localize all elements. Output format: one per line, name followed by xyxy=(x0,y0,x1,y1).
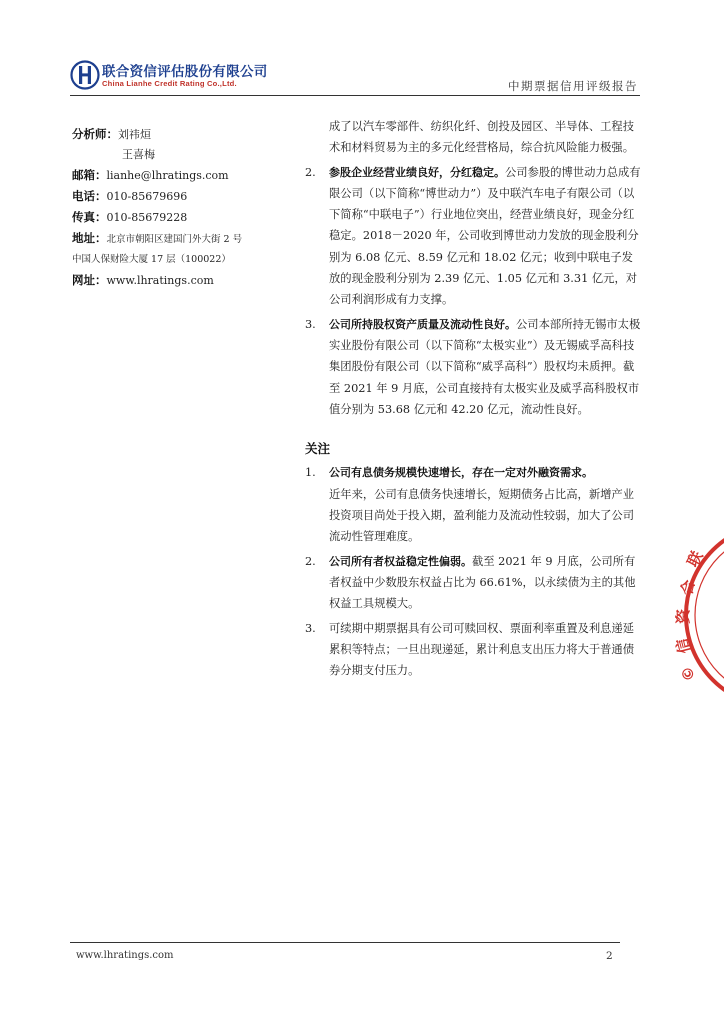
concern-item xyxy=(305,462,641,547)
footer-website[interactable]: www.lhratings.com xyxy=(76,950,174,961)
main-content xyxy=(305,116,641,684)
fax-row xyxy=(72,207,292,228)
svg-text:信: 信 xyxy=(672,636,694,656)
analyst-row xyxy=(72,124,292,145)
phone-value: 010-85679696 xyxy=(106,190,188,203)
fax-value: 010-85679228 xyxy=(106,211,188,224)
phone-label: 电话： xyxy=(72,189,107,203)
analyst-name-2: 王喜梅 xyxy=(122,148,155,161)
company-logo-icon xyxy=(70,60,100,90)
item-text: 公司参股的博世动力总成有限公司（以下简称“博世动力”）及中联汽车电子有限公司（以下简称“中联电子”）行业地位突出，经营业绩良好，现金分红稳定。2018－2020 年，公司收到博世动力发放的现金股利分别为 6.08 亿元、8.59 亿元和 18.02 亿元；收到中联电子发放的现金股利分别为 2.39 亿元、1.05 亿元和 3.31 亿元，对公司利润形成有力支撑。 xyxy=(329,165,641,307)
item-text: 近年来，公司有息债务快速增长，短期债务占比高，新增产业投资项目尚处于投入期，盈利能力及流动性较弱，加大了公司流动性管理难度。 xyxy=(329,487,635,544)
address-label: 地址： xyxy=(72,231,107,245)
item-heading: 公司有息债务规模快速增长，存在一定对外融资需求。 xyxy=(329,466,593,480)
item-heading: 参股企业经营业绩良好，分红稳定。 xyxy=(329,165,505,179)
item-number: 2. xyxy=(305,165,316,179)
phone-row xyxy=(72,186,292,207)
email-row xyxy=(72,165,292,186)
item-number: 3. xyxy=(305,621,316,635)
strength-1-continuation: 成了以汽车零部件、纺织化纤、创投及园区、半导体、工程技术和材料贸易为主的多元化经营格局，综合抗风险能力极强。 xyxy=(329,120,635,155)
contact-panel xyxy=(72,124,292,291)
email-link[interactable]: lianhe@lhratings.com xyxy=(106,169,229,182)
svg-text:联: 联 xyxy=(683,548,707,570)
address-line-1: 北京市朝阳区建国门外大街 2 号 xyxy=(106,234,243,245)
email-label: 邮箱： xyxy=(72,168,107,182)
concern-item xyxy=(305,551,641,615)
website-link[interactable]: www.lhratings.com xyxy=(106,274,214,287)
website-row xyxy=(72,270,292,291)
item-heading: 公司所持股权资产质量及流动性良好。 xyxy=(329,317,516,331)
footer-divider xyxy=(70,942,620,943)
strength-item xyxy=(305,162,641,311)
company-seal-icon xyxy=(672,520,724,710)
analyst-name-1: 刘祎烜 xyxy=(118,128,151,141)
item-number: 1. xyxy=(305,466,316,480)
header-divider xyxy=(70,95,640,96)
company-name-cn: 联合资信评估股份有限公司 xyxy=(102,64,268,80)
item-text: 公司本部所持无锡市太极实业股份有限公司（以下简称“太极实业”）及无锡威孚高科技集团股份有限公司（以下简称“威孚高科”）股权均未质押。截至 2021 年 9 月底，公司直接持有太极实业及威孚高科股权市值分别为 53.68 亿元和 42.20 亿元，流动性良好。 xyxy=(329,317,641,416)
strength-item xyxy=(305,314,641,420)
item-number: 2. xyxy=(305,554,316,568)
item-text: 可续期中期票据具有公司可赎回权、票面利率重置及利息递延累积等特点；一旦出现递延，累计利息支出压力将大于普通债券分期支付压力。 xyxy=(329,621,635,678)
svg-text:合: 合 xyxy=(677,578,699,597)
svg-text:资: 资 xyxy=(674,608,692,624)
website-label: 网址： xyxy=(72,273,107,287)
address-row xyxy=(72,228,292,250)
report-title: 中期票据信用评级报告 xyxy=(508,79,638,93)
fax-label: 传真： xyxy=(72,210,107,224)
item-text: 截至 2021 年 9 月底，公司所有者权益中少数股东权益占比为 66.61%，以永续债为主的其他权益工具规模大。 xyxy=(329,554,636,611)
company-name-en: China Lianhe Credit Rating Co.,Ltd. xyxy=(102,79,237,88)
page-number: 2 xyxy=(606,950,613,962)
address-line-2: 中国人保财险大厦 17 层（100022） xyxy=(72,254,231,265)
item-heading: 公司所有者权益稳定性偏弱。 xyxy=(329,554,472,568)
svg-text:©: © xyxy=(676,662,700,685)
item-number: 3. xyxy=(305,317,316,331)
concern-item xyxy=(305,618,641,682)
concerns-heading: 关注 xyxy=(305,441,331,457)
analyst-label: 分析师： xyxy=(72,127,118,141)
